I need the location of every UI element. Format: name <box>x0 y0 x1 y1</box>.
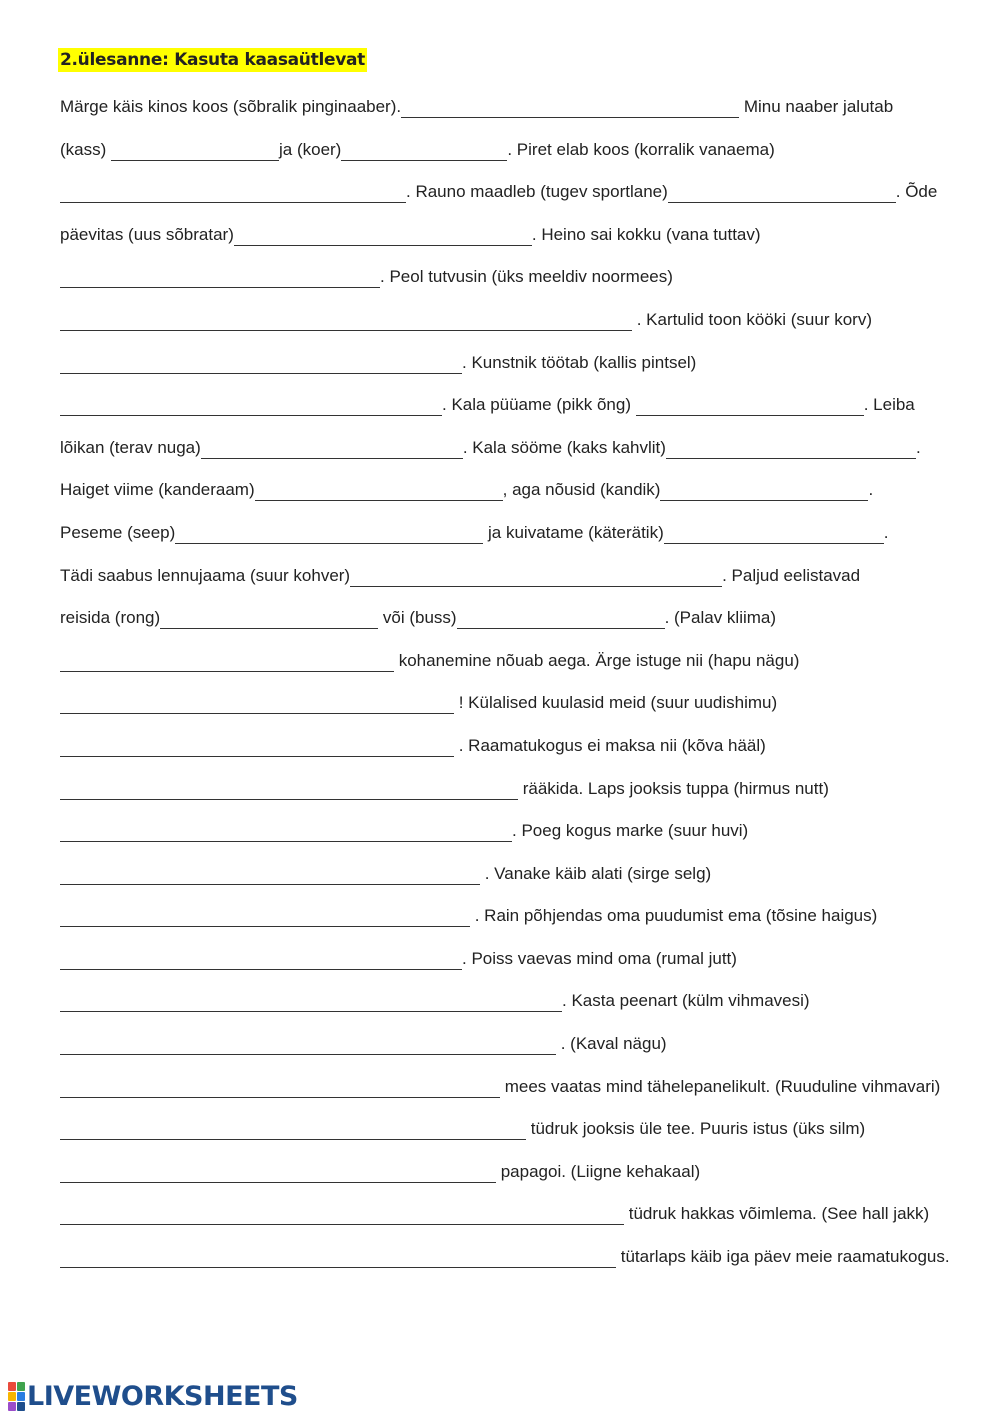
exercise-line <box>60 980 965 1023</box>
line-text: päevitas (uus sõbratar) <box>60 224 234 244</box>
answer-blank[interactable] <box>60 840 512 842</box>
line-text: . (Kaval nägu) <box>556 1034 667 1054</box>
answer-blank[interactable] <box>175 542 483 544</box>
answer-blank[interactable] <box>60 414 442 416</box>
answer-blank[interactable] <box>60 755 454 757</box>
answer-blank[interactable] <box>666 457 916 459</box>
answer-blank[interactable] <box>60 1223 624 1225</box>
logo-square <box>8 1392 16 1401</box>
exercise-text <box>60 86 965 1279</box>
exercise-line <box>60 1023 965 1066</box>
line-text: mees vaatas mind tähelepanelikult. (Ruuduline vihmavari) <box>500 1076 941 1096</box>
line-text: . Kala püüame (pikk õng) <box>442 395 636 415</box>
line-text: Tädi saabus lennujaama (suur kohver) <box>60 565 351 585</box>
logo-square <box>8 1402 16 1411</box>
line-text: või (buss) <box>378 608 457 628</box>
line-text: . <box>915 437 921 457</box>
answer-blank[interactable] <box>664 542 884 544</box>
answer-blank[interactable] <box>60 1053 556 1055</box>
answer-blank[interactable] <box>60 372 462 374</box>
exercise-line <box>60 1151 965 1194</box>
line-text: . Heino sai kokku (vana tuttav) <box>531 224 761 244</box>
exercise-line <box>60 214 965 257</box>
answer-blank[interactable] <box>60 670 394 672</box>
answer-blank[interactable] <box>60 1266 616 1268</box>
line-text: ja kuivatame (käterätik) <box>483 522 664 542</box>
line-text: . Piret elab koos (korralik vanaema) <box>507 139 775 159</box>
exercise-line <box>60 597 965 640</box>
answer-blank[interactable] <box>668 201 896 203</box>
line-text: . (Palav kliima) <box>664 608 777 628</box>
answer-blank[interactable] <box>201 457 463 459</box>
answer-blank[interactable] <box>341 159 507 161</box>
exercise-line <box>60 895 965 938</box>
exercise-line <box>60 682 965 725</box>
line-text: . Kasta peenart (külm vihmavesi) <box>562 991 810 1011</box>
exercise-line <box>60 1193 965 1236</box>
footer-brand <box>8 1380 298 1412</box>
exercise-line <box>60 1108 965 1151</box>
answer-blank[interactable] <box>350 585 722 587</box>
answer-blank[interactable] <box>60 712 454 714</box>
exercise-line <box>60 427 965 470</box>
answer-blank[interactable] <box>60 925 470 927</box>
exercise-line <box>60 555 965 598</box>
exercise-title: 2.ülesanne: Kasuta kaasaütlevat <box>60 50 365 70</box>
answer-blank[interactable] <box>401 116 739 118</box>
exercise-line <box>60 299 965 342</box>
logo-square <box>17 1392 25 1401</box>
exercise-line <box>60 1236 965 1279</box>
answer-blank[interactable] <box>636 414 864 416</box>
line-text: Peseme (seep) <box>60 522 176 542</box>
exercise-line <box>60 256 965 299</box>
line-text: tüdruk hakkas võimlema. (See hall jakk) <box>624 1204 930 1224</box>
line-text: . <box>883 522 889 542</box>
line-text: . Poeg kogus marke (suur huvi) <box>512 821 749 841</box>
answer-blank[interactable] <box>60 1138 526 1140</box>
line-text: reisida (rong) <box>60 608 161 628</box>
line-text: . Vanake käib alati (sirge selg) <box>480 863 712 883</box>
exercise-line <box>60 171 965 214</box>
line-text: (kass) <box>60 139 111 159</box>
liveworksheets-logo-icon <box>8 1382 24 1410</box>
answer-blank[interactable] <box>60 1010 562 1012</box>
answer-blank[interactable] <box>60 201 406 203</box>
line-text: kohanemine nõuab aega. Ärge istuge nii (hapu nägu) <box>394 650 800 670</box>
answer-blank[interactable] <box>60 1096 500 1098</box>
exercise-line <box>60 512 965 555</box>
exercise-line <box>60 768 965 811</box>
brand-name: LIVEWORKSHEETS <box>27 1380 298 1412</box>
logo-square <box>8 1382 16 1391</box>
line-text: , aga nõusid (kandik) <box>502 480 661 500</box>
line-text: papagoi. (Liigne kehakaal) <box>496 1161 701 1181</box>
line-text: lõikan (terav nuga) <box>60 437 201 457</box>
line-text: tüdruk jooksis üle tee. Puuris istus (üks silm) <box>526 1119 866 1139</box>
answer-blank[interactable] <box>60 798 518 800</box>
line-text: ! Külalised kuulasid meid (suur uudishimu) <box>454 693 778 713</box>
line-text: . Raamatukogus ei maksa nii (kõva hääl) <box>454 735 766 755</box>
line-text: Märge käis kinos koos (sõbralik pinginaaber). <box>60 97 402 116</box>
line-text: . Õde <box>895 182 938 202</box>
exercise-line <box>60 469 965 512</box>
exercise-line <box>60 853 965 896</box>
line-text: . <box>868 480 874 500</box>
line-text: . Kartulid toon kööki (suur korv) <box>632 309 872 329</box>
answer-blank[interactable] <box>160 627 378 629</box>
line-text: . Paljud eelistavad <box>722 565 861 585</box>
answer-blank[interactable] <box>60 1181 496 1183</box>
answer-blank[interactable] <box>457 627 665 629</box>
line-text: . Rauno maadleb (tugev sportlane) <box>406 182 668 202</box>
exercise-line <box>60 938 965 981</box>
line-text: . Kunstnik töötab (kallis pintsel) <box>462 352 697 372</box>
answer-blank[interactable] <box>60 883 480 885</box>
line-text: . Poiss vaevas mind oma (rumal jutt) <box>462 948 737 968</box>
answer-blank[interactable] <box>660 499 868 501</box>
line-text: . Kala sööme (kaks kahvlit) <box>462 437 666 457</box>
line-text: . Leiba <box>863 395 915 415</box>
line-text: tütarlaps käib iga päev meie raamatukogus. <box>616 1247 950 1267</box>
exercise-line <box>60 342 965 385</box>
line-text: . Peol tutvusin (üks meeldiv noormees) <box>380 267 673 287</box>
exercise-line <box>60 86 965 129</box>
line-text: Haiget viime (kanderaam) <box>60 480 255 500</box>
exercise-line <box>60 640 965 683</box>
exercise-line <box>60 810 965 853</box>
answer-blank[interactable] <box>255 499 503 501</box>
exercise-line <box>60 1066 965 1109</box>
exercise-line <box>60 129 965 172</box>
line-text: Minu naaber jalutab <box>739 97 894 116</box>
logo-square <box>17 1382 25 1391</box>
answer-blank[interactable] <box>111 159 279 161</box>
exercise-line <box>60 384 965 427</box>
answer-blank[interactable] <box>234 244 532 246</box>
exercise-line <box>60 725 965 768</box>
line-text: . Rain põhjendas oma puudumist ema (tõsine haigus) <box>470 906 878 926</box>
answer-blank[interactable] <box>60 329 632 331</box>
line-text: ja (koer) <box>279 139 342 159</box>
logo-square <box>17 1402 25 1411</box>
answer-blank[interactable] <box>60 968 462 970</box>
answer-blank[interactable] <box>60 286 380 288</box>
line-text: rääkida. Laps jooksis tuppa (hirmus nutt) <box>518 778 829 798</box>
